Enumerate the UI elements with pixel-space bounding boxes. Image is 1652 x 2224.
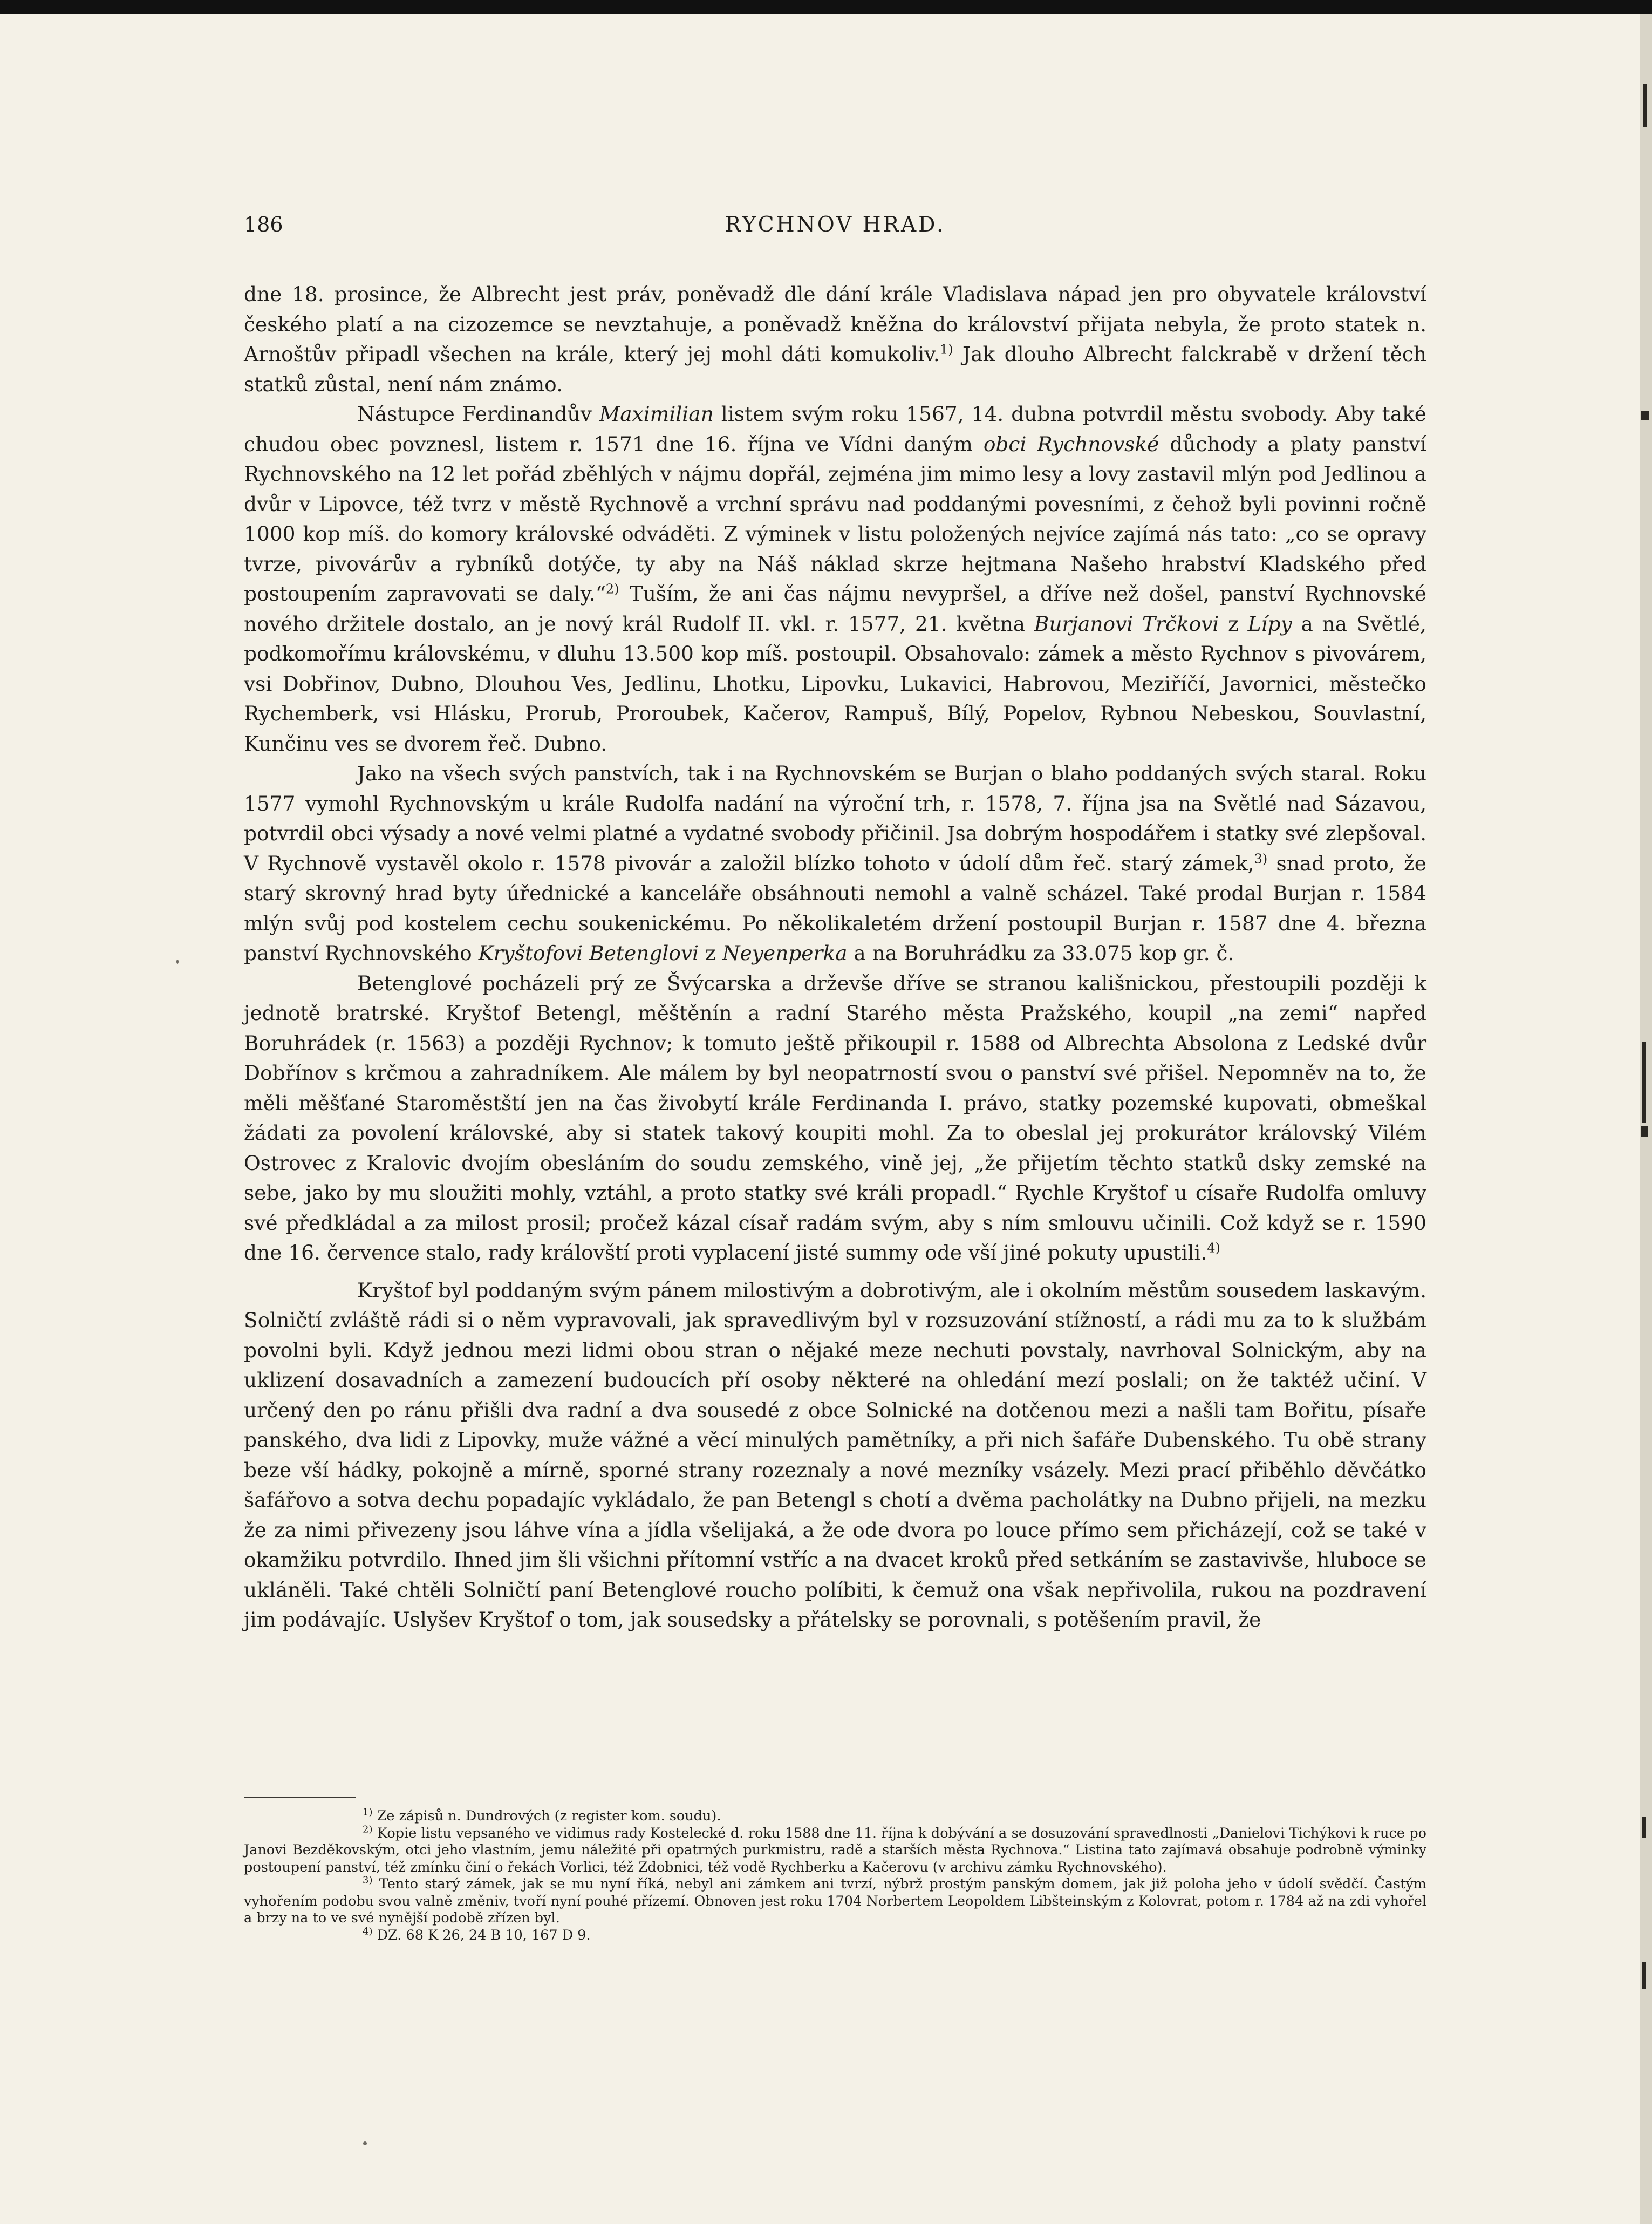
text-run: Jako na všech svých panstvích, tak i na Rychnovském se Burjan o blaho poddaných svých staral. Roku 1577 vymohl Rychnovským u krále Rudolfa nadání na výroční trh, r. 1578, 7. října jsa na Světlé nad Sázavou, potvrdil obci výsady a nové velmi platné a vydatné svobody přičinil. Jsa dobrým hospodářem i statky své zlepšoval. V Rychnově vystavěl okolo r. 1578 pivovár a založil blízko tohoto v údolí dům řeč. starý zámek, bbox=[244, 761, 1426, 875]
scan-top-border bbox=[0, 0, 1652, 14]
footnote-text: DZ. 68 K 26, 24 B 10, 167 D 9. bbox=[372, 1927, 591, 1943]
paragraph bbox=[244, 280, 1426, 399]
italic-text: Neyenperka bbox=[722, 941, 848, 965]
scan-right-edge bbox=[1640, 14, 1652, 2224]
italic-text: Kryštofovi Betenglovi bbox=[478, 941, 699, 965]
footnote bbox=[244, 1876, 1426, 1927]
footnote-text: Tento starý zámek, jak se mu nyní říká, nebyl ani zámkem ani tvrzí, nýbrž prostým panským domem, jak již poloha jeho v údolí svědčí. Častým vyhořením podobu svou valně změniv, tvoří nyní pouhé přízemí. Obnoven jest roku 1704 Norbertem Leopoldem Libšteinským z Kolovrat, potom r. 1784 až na zdi vyhořel a brzy na to ve své nynější podobě zřízen byl. bbox=[244, 1876, 1426, 1926]
page-number: 186 bbox=[244, 213, 283, 236]
text-run: z bbox=[1219, 611, 1248, 636]
running-head: RYCHNOV HRAD. bbox=[725, 213, 946, 237]
text-run: Jak dlouho Albrecht falckrabě v držení těch statků zůstal, není nám známo. bbox=[244, 342, 1426, 396]
footnote-ref: 2) bbox=[605, 581, 619, 597]
text-run: a na Světlé, podkomořímu královskému, v dluhu 13.500 kop míš. postoupil. Obsahovalo: zámek a město Rychnov s pivovárem, vsi Dobřinov, Dubno, Dlouhou Ves, Jedlinu, Lhotku, Lipovku, Lukavici, Habrovou, Meziříčí, Javornici, městečko Rychemberk, vsi Hlásku, Prorub, Proroubek, Kačerov, Rampuš, Bílý, Popelov, Rybnou Nebeskou, Souvlastní, Kunčinu ves se dvorem řeč. Dubno. bbox=[244, 611, 1426, 756]
text-run: Kryštof byl poddaným svým pánem milostivým a dobrotivým, ale i okolním městům sousedem laskavým. Solničtí zvláště rádi si o něm vypravovali, jak spravedlivým byl v rozsuzování stížností, a rádi mu za to k službám povolni byli. Když jednou mezi lidmi obou stran o nějaké meze nechuti povstaly, navrhoval Solnickým, aby na uklizení dosavadních a zamezení budoucích pří osoby některé na ohledání mezí poslali; on že taktéž učiní. V určený den po ránu přišli dva radní a dva sousedé z obce Solnické na dotčenou mezi a našli tam Bořitu, písaře panského, dva lidi z Lipovky, muže vážné a věcí minulých pamětníky, a při nich šafáře Dubenského. Tu obě strany beze vší hádky, pokojně a mírně, sporné strany rozeznaly a nové mezníky vsázely. Mezi prací přiběhlo děvčátko šafářovo a sotva dechu popadajíc vykládalo, že pan Betengl s chotí a dvěma pacholátky na Dubno přijeli, na mezku že za nimi přivezeny jsou láhve vína a jídla všelijaká, a že ode dvora po louce přímo sem přicházejí, což se také v okamžiku potvrdilo. Ihned jim šli všichni přítomní vstříc a na dvacet kroků před setkáním se zastavivše, hluboce se ukláněli. Také chtěli Solničtí paní Betenglové roucho políbiti, k čemuž ona však nepřivolila, rukou na pozdravení jim podávajíc. Uslyšev Kryštof o tom, jak sousedsky a přátelsky se porovnali, s potěšením pravil, že bbox=[244, 1278, 1426, 1631]
footnote-text: Ze zápisů n. Dundrových (z register kom. soudu). bbox=[372, 1808, 721, 1824]
body-text bbox=[244, 280, 1426, 1635]
footnote-number: 4) bbox=[363, 1926, 373, 1937]
text-run: snad proto, že starý skrovný hrad byty úřednické a kanceláře obsáhnouti nemohl a valně scházel. Také prodal Burjan r. 1584 mlýn svůj pod kostelem cechu soukenickému. Po několikaletém držení postoupil Burjan r. 1587 dne 4. března panství Rychnovského bbox=[244, 851, 1426, 965]
scan-speck bbox=[176, 960, 179, 964]
footnote-number: 3) bbox=[363, 1874, 373, 1886]
footnote-number: 2) bbox=[363, 1824, 373, 1835]
footnote bbox=[244, 1825, 1426, 1876]
text-run: důchody a platy panství Rychnovského na 12 let pořád zběhlých v nájmu dopřál, zejména jim mimo lesy a lovy zastavil mlýn pod Jedlinou a dvůr v Lipovce, též tvrz v městě Rychnově a vrchní správu nad poddanými povesními, z čehož byli povinni ročně 1000 kop míš. do komory královské odváděti. Z výminek v listu položených nejvíce zajímá nás tato: „co se opravy tvrze, pivovárův a rybníků dotýče, ty aby na Náš náklad skrze hejtmana Našeho hrabství Kladského před postoupením zapravovati se daly.“ bbox=[244, 432, 1427, 606]
footnote-ref: 3) bbox=[1254, 851, 1268, 866]
paragraph bbox=[244, 969, 1426, 1268]
italic-text: Lípy bbox=[1247, 611, 1292, 636]
text-run: Tuším, že ani čas nájmu nevypršel, a dříve než došel, panství Rychnovské nového držitele dostalo, an je nový král Rudolf II. vkl. r. 1577, 21. května bbox=[244, 582, 1426, 636]
footnote bbox=[244, 1927, 1426, 1944]
text-run: Betenglové pocházeli prý ze Švýcarska a drževše dříve se stranou kališnickou, přestoupili později k jednotě bratrské. Kryštof Betengl, měštěnín a radní Starého města Pražského, koupil „na zemi“ napřed Boruhrádek (r. 1563) a později Rychnov; k tomuto ještě přikoupil r. 1588 od Albrechta Absolona z Ledské dvůr Dobřínov s krčmou a zahradníkem. Ale málem by byl neopatrností svou o panství své přišel. Nepomněv na to, že měli měšťané Staroměstští jen na čas živobytí krále Ferdinanda I. právo, statky pozemské kupovati, obmeškal žádati za povolení královské, aby si statek takový koupiti mohl. Za to obeslal jej prokurátor královský Vilém Ostrovec z Kralovic dvojím obesláním do soudu zemského, vině jej, „že přijetím těchto statků dsky zemské na sebe, jako by mu sloužiti mohly, vztáhl, a proto statky své králi propadl.“ Rychle Kryštof u císaře Rudolfa omluvy své předkládal a za milost prosil; pročež kázal císař radám svým, aby s ním smlouvu učinili. Což když se r. 1590 dne 16. července stalo, rady královští proti vyplacení jisté summy ode vší jiné pokuty upustili. bbox=[244, 971, 1426, 1264]
text-run: Nástupce Ferdinandův bbox=[357, 402, 599, 426]
paragraph bbox=[244, 759, 1426, 969]
text-run: dne 18. prosince, že Albrecht jest práv, poněvadž dle dání krále Vladislava nápad jen pro obyvatele království českého platí a na cizozemce se nevztahuje, a poněvadž kněžna do království přijata nebyla, že proto statek n. Arnoštův připadl všechen na krále, který jej mohl dáti komukoliv. bbox=[244, 282, 1426, 366]
text-run: a na Boruhrádku za 33.075 kop gr. č. bbox=[847, 941, 1234, 965]
page-header bbox=[244, 213, 1426, 245]
italic-text: Maximilian bbox=[599, 402, 714, 426]
footnote-text: Kopie listu vepsaného ve vidimus rady Kostelecké d. roku 1588 dne 11. října k dobývání a se dosuzování spravedlnosti „Danielovi Tichýkovi k ruce po Janovi Bezděkovským, otci jeho vlastním, jemu náležité při opatrných purkmistru, radě a starších města Rychnova.“ Listina tato zajímavá obsahuje podrobně výminky postoupení panství, též zmínku činí o řekách Vorlici, též Zdobnici, též vodě Rychberku a Kačerovu (v archivu zámku Rychnovského). bbox=[244, 1825, 1426, 1875]
text-run: z bbox=[699, 941, 722, 965]
footnote-ref: 1) bbox=[939, 342, 953, 357]
footnotes bbox=[244, 1808, 1426, 1944]
footnote bbox=[244, 1808, 1426, 1825]
text-run: listem svým roku 1567, 14. dubna potvrdil městu svobody. Aby také chudou obec povznesl, listem r. 1571 dne 16. října ve Vídni daným bbox=[244, 402, 1426, 456]
italic-text: Burjanovi Trčkovi bbox=[1034, 611, 1219, 636]
footnote-number: 1) bbox=[363, 1806, 373, 1818]
footnote-ref: 4) bbox=[1207, 1240, 1220, 1256]
footnote-divider bbox=[244, 1797, 356, 1798]
scan-speck bbox=[363, 2141, 367, 2145]
paragraph bbox=[244, 1276, 1426, 1635]
italic-text: obci Rychnovské bbox=[983, 432, 1159, 456]
paragraph bbox=[244, 399, 1426, 759]
